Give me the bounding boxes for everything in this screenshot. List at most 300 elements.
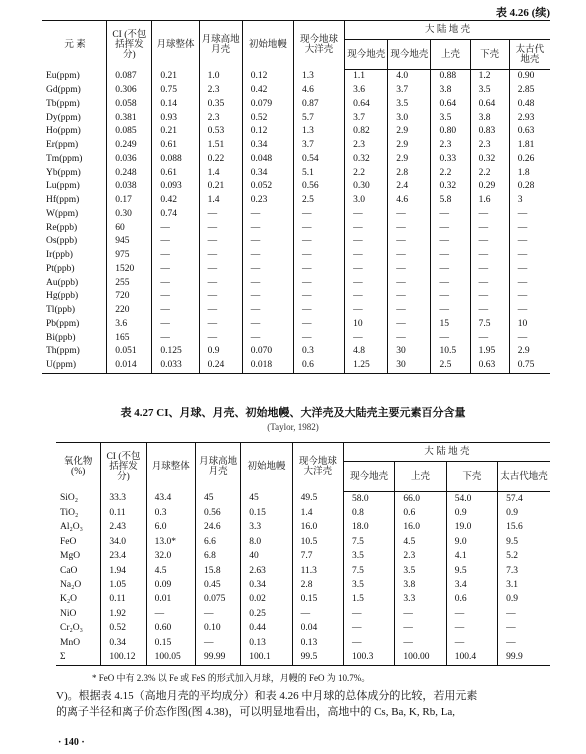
table-cell: —: [345, 235, 388, 249]
table-cell: 3: [509, 194, 550, 208]
table-row: [42, 331, 550, 345]
header-highland-crust: 月球高地月壳: [195, 443, 240, 492]
table-cell: 58.0: [344, 492, 395, 507]
row-label: Ir(ppb): [46, 250, 73, 261]
table-cell: 0.13: [241, 636, 292, 650]
table-cell: 0.9: [498, 593, 550, 607]
table-cell: —: [345, 208, 388, 222]
table-cell: 0.9: [498, 506, 550, 520]
major-element-table: [56, 442, 550, 666]
table-cell: 0.53: [199, 125, 242, 139]
table-cell: 0.306: [107, 84, 152, 98]
table-cell: —: [199, 235, 242, 249]
table-row: [56, 492, 550, 507]
header-present-continental: 现今地壳: [344, 462, 395, 492]
table-cell: 3.5: [395, 564, 446, 578]
header-oxide: 氧化物(%): [63, 457, 93, 478]
table-cell: 99.99: [195, 650, 240, 665]
table-cell: 0.070: [242, 345, 293, 359]
table-cell: —: [388, 304, 431, 318]
table-cell: 7.5: [344, 535, 395, 549]
table-cell: 0.61: [152, 166, 199, 180]
table-cell: 0.6: [395, 506, 446, 520]
table-cell: 0.125: [152, 345, 199, 359]
table-cell: 0.44: [241, 622, 292, 636]
table-cell: 0.6: [446, 593, 497, 607]
table-cell: 100.12: [101, 650, 146, 665]
row-label: Al₂O₃: [60, 522, 83, 533]
table-cell: 0.25: [241, 607, 292, 621]
table-cell: 5.1: [293, 166, 344, 180]
table-cell: 2.8: [388, 166, 431, 180]
table-cell: 9.5: [498, 535, 550, 549]
table-cell: 2.3: [395, 550, 446, 564]
table-cell: 1.6: [470, 194, 509, 208]
table-cell: —: [388, 235, 431, 249]
table-cell: 0.54: [293, 153, 344, 167]
table-row: [42, 98, 550, 112]
header-continental-group: 大 陆 地 壳: [345, 21, 550, 40]
table-row: [56, 636, 550, 650]
table-cell: 0.34: [101, 636, 146, 650]
trace-element-table: [42, 20, 550, 374]
table-cell: —: [509, 263, 550, 277]
table-cell: 0.9: [199, 345, 242, 359]
row-label: Er(ppm): [46, 140, 79, 151]
table-cell: 0.24: [199, 359, 242, 373]
table-cell: —: [199, 249, 242, 263]
table-cell: 7.3: [498, 564, 550, 578]
table-cell: 99.5: [292, 650, 343, 665]
table-cell: 0.63: [509, 125, 550, 139]
table-cell: 2.4: [388, 180, 431, 194]
header-lower-crust: 下壳: [470, 40, 509, 70]
header-continental-group: 大 陆 地 壳: [344, 443, 551, 462]
table-cell: —: [470, 235, 509, 249]
table-cell: 0.30: [345, 180, 388, 194]
table-cell: 0.32: [470, 153, 509, 167]
table-row: [42, 359, 550, 373]
table-cell: 1520: [107, 263, 152, 277]
table-continued-label: 表 4.26 (续): [495, 7, 550, 19]
table-cell: —: [152, 249, 199, 263]
table-cell: 0.17: [107, 194, 152, 208]
row-label: Na₂O: [60, 580, 82, 591]
table-cell: 4.1: [446, 550, 497, 564]
table-row: [42, 304, 550, 318]
table-cell: 3.8: [431, 84, 470, 98]
table-cell: 0.9: [446, 506, 497, 520]
row-label: Pb(ppm): [46, 318, 80, 329]
table-cell: —: [431, 304, 470, 318]
table-cell: 2.9: [388, 153, 431, 167]
row-label: Dy(ppm): [46, 112, 81, 123]
table-cell: 0.42: [152, 194, 199, 208]
table-cell: 0.088: [152, 153, 199, 167]
row-label: FeO: [60, 536, 77, 547]
row-label: Au(ppb): [46, 277, 79, 288]
table-cell: 3.7: [293, 139, 344, 153]
table-row: [42, 249, 550, 263]
table-cell: 0.3: [146, 506, 195, 520]
table-cell: —: [146, 607, 195, 621]
table-cell: 0.21: [152, 125, 199, 139]
table-cell: 0.21: [199, 180, 242, 194]
table-cell: —: [509, 235, 550, 249]
table-cell: 0.12: [242, 70, 293, 84]
table-cell: 0.61: [152, 139, 199, 153]
table-cell: —: [470, 304, 509, 318]
table-cell: 4.5: [395, 535, 446, 549]
table-cell: 0.34: [241, 578, 292, 592]
table-cell: 0.22: [199, 153, 242, 167]
table-cell: 60: [107, 221, 152, 235]
table-cell: 0.34: [242, 139, 293, 153]
table-cell: —: [293, 221, 344, 235]
table-cell: —: [345, 249, 388, 263]
table-row: [42, 111, 550, 125]
table-cell: 0.74: [152, 208, 199, 222]
table-cell: 16.0: [395, 521, 446, 535]
table-cell: 9.0: [446, 535, 497, 549]
table-cell: 0.085: [107, 125, 152, 139]
table-cell: 0.23: [242, 194, 293, 208]
table-cell: —: [395, 622, 446, 636]
table-cell: 0.11: [101, 593, 146, 607]
table-cell: 0.036: [107, 153, 152, 167]
table-cell: —: [152, 221, 199, 235]
table-cell: 165: [107, 331, 152, 345]
table-cell: 0.079: [242, 98, 293, 112]
table-cell: 19.0: [446, 521, 497, 535]
table-cell: —: [242, 331, 293, 345]
table-cell: 0.11: [101, 506, 146, 520]
table-row: [56, 607, 550, 621]
header-present-continental-2: 现今地壳: [388, 40, 431, 70]
table-cell: 0.83: [470, 125, 509, 139]
row-label: NiO: [60, 608, 77, 619]
table-row: [42, 180, 550, 194]
table-cell: 5.8: [431, 194, 470, 208]
table-cell: 1.2: [470, 70, 509, 84]
table-cell: 10.5: [292, 535, 343, 549]
table-cell: 7.5: [344, 564, 395, 578]
table-cell: 3.8: [395, 578, 446, 592]
table-cell: 0.21: [152, 70, 199, 84]
table-cell: 7.7: [292, 550, 343, 564]
table-row: [42, 153, 550, 167]
table-cell: 1.8: [509, 166, 550, 180]
table-row: [42, 125, 550, 139]
table-cell: 0.051: [107, 345, 152, 359]
table-cell: —: [242, 276, 293, 290]
table-cell: 24.6: [195, 521, 240, 535]
table-cell: 0.15: [146, 636, 195, 650]
table-cell: —: [388, 263, 431, 277]
table-cell: —: [293, 249, 344, 263]
header-highland-crust: 月球高地月壳: [199, 21, 242, 70]
table-cell: 0.88: [431, 70, 470, 84]
table-cell: —: [470, 263, 509, 277]
table-row: [42, 345, 550, 359]
table-cell: 9.5: [446, 564, 497, 578]
table-cell: 0.26: [509, 153, 550, 167]
table-cell: —: [345, 304, 388, 318]
table-row: [56, 650, 550, 665]
table-cell: —: [195, 607, 240, 621]
table-cell: —: [498, 636, 550, 650]
table-cell: 43.4: [146, 492, 195, 507]
table-cell: 0.075: [195, 593, 240, 607]
table-row: [56, 622, 550, 636]
table-cell: —: [199, 304, 242, 318]
table-cell: 1.0: [199, 70, 242, 84]
table-cell: —: [344, 622, 395, 636]
table-cell: 3.3: [395, 593, 446, 607]
row-label: W(ppm): [46, 208, 79, 219]
table-cell: 3.7: [388, 84, 431, 98]
table-cell: —: [293, 208, 344, 222]
table-cell: —: [446, 607, 497, 621]
table-cell: 16.0: [292, 521, 343, 535]
table-cell: —: [242, 235, 293, 249]
table-cell: 3.6: [345, 84, 388, 98]
table-cell: 54.0: [446, 492, 497, 507]
row-label: Tb(ppm): [46, 98, 80, 109]
table-cell: 3.8: [470, 111, 509, 125]
table-cell: —: [292, 607, 343, 621]
table-cell: —: [470, 208, 509, 222]
table-cell: —: [242, 221, 293, 235]
table-cell: 0.15: [241, 506, 292, 520]
table-cell: 0.56: [195, 506, 240, 520]
table-cell: 0.64: [345, 98, 388, 112]
table-cell: —: [431, 208, 470, 222]
table-cell: 2.9: [388, 139, 431, 153]
table-cell: 0.63: [470, 359, 509, 373]
table-cell: 0.35: [199, 98, 242, 112]
table-cell: —: [242, 290, 293, 304]
row-label: U(ppm): [46, 360, 77, 371]
header-ci: CI (不包括挥发分): [101, 443, 146, 492]
table-cell: 2.2: [431, 166, 470, 180]
table-cell: 0.058: [107, 98, 152, 112]
header-upper-crust: 上壳: [395, 462, 446, 492]
row-label: Yb(ppm): [46, 167, 81, 178]
table-row: [42, 84, 550, 98]
table-cell: 18.0: [344, 521, 395, 535]
table-cell: —: [388, 208, 431, 222]
table-cell: —: [498, 622, 550, 636]
table-cell: —: [199, 221, 242, 235]
table-cell: 0.10: [195, 622, 240, 636]
table-cell: 6.0: [146, 521, 195, 535]
table-cell: 0.15: [292, 593, 343, 607]
table-cell: —: [431, 235, 470, 249]
table-cell: —: [470, 276, 509, 290]
table-cell: 3.5: [470, 84, 509, 98]
table-cell: —: [431, 331, 470, 345]
table-cell: 2.93: [509, 111, 550, 125]
table-cell: 0.64: [431, 98, 470, 112]
table-cell: —: [195, 636, 240, 650]
table-cell: —: [344, 607, 395, 621]
table-cell: —: [431, 290, 470, 304]
table-cell: 0.8: [344, 506, 395, 520]
table-cell: 6.8: [195, 550, 240, 564]
table-cell: 3.5: [431, 111, 470, 125]
table-cell: 0.48: [509, 98, 550, 112]
header-element: 元 素: [64, 40, 86, 51]
header-archean-crust: 太古代地壳: [509, 40, 550, 70]
row-label: K₂O: [60, 594, 78, 605]
row-label: Eu(ppm): [46, 71, 80, 82]
row-label: Th(ppm): [46, 346, 80, 357]
table-cell: 100.1: [241, 650, 292, 665]
table-cell: 33.3: [101, 492, 146, 507]
table-cell: —: [498, 607, 550, 621]
table-cell: 2.5: [431, 359, 470, 373]
table-cell: 1.25: [345, 359, 388, 373]
table-row: [42, 208, 550, 222]
table-caption-source: (Taylor, 1982): [267, 422, 319, 432]
table-cell: —: [293, 235, 344, 249]
table-cell: —: [431, 249, 470, 263]
table-cell: 945: [107, 235, 152, 249]
table-cell: —: [242, 318, 293, 332]
table-cell: 2.5: [293, 194, 344, 208]
table-caption: 表 4.27 CI、月球、月壳、初始地幔、大洋壳及大陆壳主要元素百分含量: [120, 407, 466, 419]
table-cell: —: [388, 249, 431, 263]
table-cell: 3.1: [498, 578, 550, 592]
table-cell: 0.52: [101, 622, 146, 636]
table-cell: 0.60: [146, 622, 195, 636]
table-cell: —: [470, 331, 509, 345]
table-cell: 0.12: [242, 125, 293, 139]
row-label: Lu(ppm): [46, 181, 80, 192]
table-row: [42, 194, 550, 208]
table-cell: 0.014: [107, 359, 152, 373]
table-cell: 3.5: [344, 578, 395, 592]
table-cell: 220: [107, 304, 152, 318]
table-cell: —: [199, 290, 242, 304]
table-cell: —: [199, 331, 242, 345]
table-cell: 0.087: [107, 70, 152, 84]
table-cell: 32.0: [146, 550, 195, 564]
row-label: CaO: [60, 565, 78, 576]
table-cell: 1.81: [509, 139, 550, 153]
table-cell: 0.75: [152, 84, 199, 98]
row-label: Os(ppb): [46, 236, 78, 247]
table-cell: 2.9: [388, 125, 431, 139]
table-row: [42, 221, 550, 235]
table-cell: —: [470, 290, 509, 304]
table-cell: —: [431, 276, 470, 290]
table-cell: —: [293, 331, 344, 345]
table-cell: 0.56: [293, 180, 344, 194]
table-cell: 0.048: [242, 153, 293, 167]
table-cell: 0.52: [242, 111, 293, 125]
table-cell: 0.33: [431, 153, 470, 167]
table-cell: —: [509, 290, 550, 304]
table-row: [42, 318, 550, 332]
header-primitive-mantle: 初始地幔: [242, 21, 293, 70]
table-cell: 2.63: [241, 564, 292, 578]
table-cell: —: [293, 318, 344, 332]
table-cell: —: [152, 290, 199, 304]
row-label: Hf(ppm): [46, 195, 80, 206]
table-cell: —: [152, 331, 199, 345]
table-cell: 5.7: [293, 111, 344, 125]
table-cell: 100.05: [146, 650, 195, 665]
table-cell: 1.3: [293, 125, 344, 139]
table-row: [42, 139, 550, 153]
row-label: SiO₂: [60, 493, 79, 504]
table-cell: 2.3: [431, 139, 470, 153]
table-cell: 4.0: [388, 70, 431, 84]
table-cell: 3.5: [344, 550, 395, 564]
table-cell: —: [199, 263, 242, 277]
table-cell: 2.3: [199, 84, 242, 98]
table-cell: 0.14: [152, 98, 199, 112]
table-cell: 40: [241, 550, 292, 564]
table-cell: 0.6: [293, 359, 344, 373]
table-cell: 3.4: [446, 578, 497, 592]
table-cell: —: [199, 276, 242, 290]
header-ci: CI (不包括挥发分): [107, 21, 152, 70]
table-cell: 45: [195, 492, 240, 507]
table-cell: 1.3: [293, 70, 344, 84]
table-cell: 23.4: [101, 550, 146, 564]
table-cell: —: [293, 304, 344, 318]
table-row: [56, 578, 550, 592]
table-cell: —: [242, 263, 293, 277]
table-cell: 30: [388, 359, 431, 373]
table-cell: —: [470, 249, 509, 263]
table-cell: 100.3: [344, 650, 395, 665]
table-row: [42, 290, 550, 304]
table-cell: 49.5: [292, 492, 343, 507]
table-cell: 15.8: [195, 564, 240, 578]
table-row: [56, 506, 550, 520]
table-cell: —: [152, 263, 199, 277]
table-cell: 66.0: [395, 492, 446, 507]
table-cell: 2.2: [345, 166, 388, 180]
table-cell: 1.4: [292, 506, 343, 520]
table-cell: 7.5: [470, 318, 509, 332]
table-cell: 3.5: [388, 98, 431, 112]
table-cell: 100.4: [446, 650, 497, 665]
table-cell: 0.34: [242, 166, 293, 180]
row-label: Ho(ppm): [46, 126, 81, 137]
table-cell: 13.0*: [146, 535, 195, 549]
table-cell: 0.29: [470, 180, 509, 194]
table-cell: —: [345, 221, 388, 235]
table-cell: —: [199, 208, 242, 222]
header-moon-bulk: 月球整体: [146, 443, 195, 492]
table-cell: —: [509, 331, 550, 345]
table-cell: —: [388, 221, 431, 235]
table-cell: 1.05: [101, 578, 146, 592]
table-cell: —: [344, 636, 395, 650]
table-cell: —: [446, 636, 497, 650]
table-cell: 57.4: [498, 492, 550, 507]
table-cell: 4.6: [388, 194, 431, 208]
table-cell: 0.13: [292, 636, 343, 650]
header-upper-crust: 上壳: [431, 40, 470, 70]
header-ocean-crust: 现今地球大洋壳: [292, 443, 343, 492]
row-label: Gd(ppm): [46, 85, 81, 96]
